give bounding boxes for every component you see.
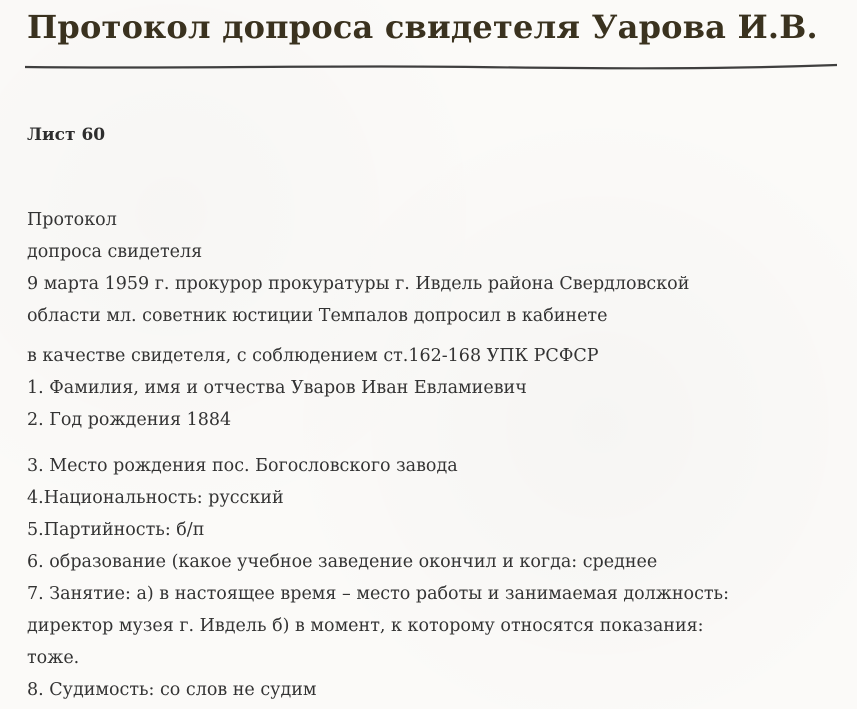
text-line: Протокол <box>27 210 117 230</box>
text-line: 9 марта 1959 г. прокурор прокуратуры г. Ивдель района Свердловской <box>27 274 690 294</box>
text-line: 5.Партийность: б/п <box>27 520 205 540</box>
text-line: 4.Национальность: русский <box>27 488 284 508</box>
text-line: 6. образование (какое учебное заведение окончил и когда: среднее <box>27 552 658 572</box>
protocol-body <box>27 204 847 706</box>
title-underline <box>25 62 837 72</box>
sheet-number: Лист 60 <box>27 125 106 145</box>
document-title: Протокол допроса свидетеля Уарова И.В. <box>27 8 818 46</box>
text-line: директор музея г. Ивдель б) в момент, к которому относятся показания: <box>27 616 704 636</box>
text-line: 2. Год рождения 1884 <box>27 410 232 430</box>
text-line: области мл. советник юстиции Темпалов допросил в кабинете <box>27 306 608 326</box>
text-line: допроса свидетеля <box>27 242 203 262</box>
text-line: тоже. <box>27 648 80 668</box>
text-line: 8. Судимость: со слов не судим <box>27 680 317 700</box>
text-line: 3. Место рождения пос. Богословского завода <box>27 456 458 476</box>
text-line: в качестве свидетеля, с соблюдением ст.162-168 УПК РСФСР <box>27 346 599 366</box>
text-line: 1. Фамилия, имя и отчества Уваров Иван Евламиевич <box>27 378 527 398</box>
text-line: 7. Занятие: а) в настоящее время – место работы и занимаемая должность: <box>27 584 729 604</box>
